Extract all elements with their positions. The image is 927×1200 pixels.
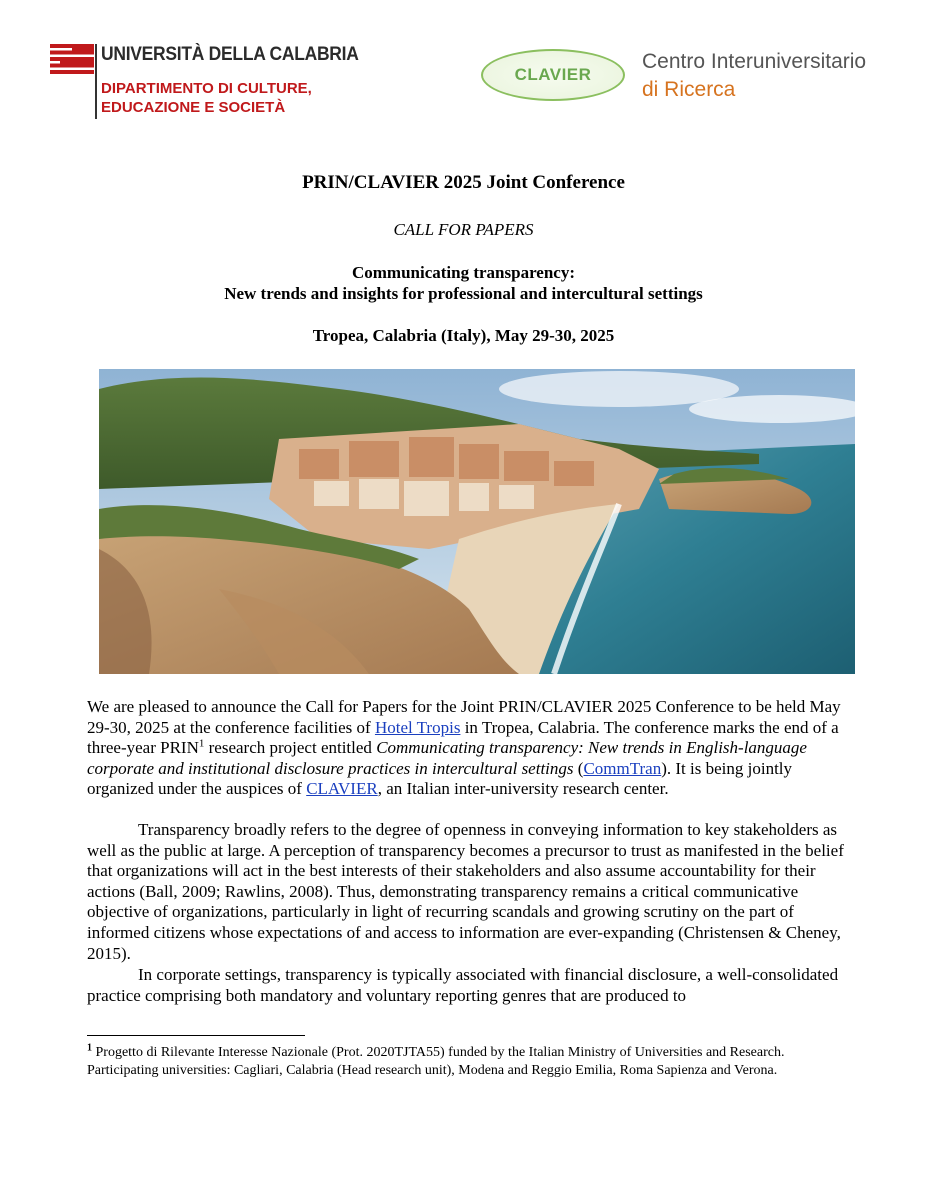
footnote-number: 1 (87, 1042, 92, 1054)
conference-title: PRIN/CLAVIER 2025 Joint Conference (302, 172, 625, 193)
venue-and-date: Tropea, Calabria (Italy), May 29-30, 2025 (312, 326, 615, 345)
footnote (87, 1044, 847, 1079)
intro-text-3: research project entitled (204, 738, 377, 758)
department-name (101, 79, 312, 117)
intro-text-5: ). It is being jointly organized under the auspices of (87, 758, 793, 799)
clavier-logo-text: CLAVIER (514, 65, 592, 84)
intro-text-6: , an Italian inter-university research center. (377, 779, 669, 799)
intro-text-4: ( (573, 758, 584, 778)
department-line-2: EDUCAZIONE E SOCIETÀ (101, 99, 286, 116)
hotel-tropis-link[interactable]: Hotel Tropis (374, 717, 461, 737)
footnote-divider (87, 1035, 305, 1036)
call-for-papers-heading: CALL FOR PAPERS (393, 220, 534, 239)
university-name: UNIVERSITÀ DELLA CALABRIA (101, 44, 359, 65)
department-line-1: DIPARTIMENTO DI CULTURE, (101, 80, 312, 97)
header-divider (95, 44, 97, 119)
clavier-logo (481, 49, 625, 101)
transparency-paragraph: Transparency broadly refers to the degree of openness in conveying information to key stakeholders as well as the public at large. A perception of transparency becomes a precursor to trust as manifested in the belief that organizations will act in the best interests of their stakeholders and also assume accountability for their actions (Ball, 2009; Rawlins, 2008). Thus, demonstrating transparency remains a critical communicative objective of organizations, particularly in light of recurring scandals and growing scrutiny on the part of informed citizens whose expectations of and access to information are ever-expanding (Christensen & Cheney, 2015). (87, 820, 844, 963)
intro-text-1: We are pleased to announce the Call for Papers for the Joint PRIN/CLAVIER 2025 Conference to be held May 29-30, 2025 at the conference facilities of (87, 697, 841, 737)
footnote-marker: 1 (198, 737, 205, 750)
university-logo-icon (50, 44, 98, 74)
project-title: Communicating transparency: New trends in English-language corporate and institutional disclosure practices in intercultural settings (87, 738, 807, 778)
clavier-link[interactable]: CLAVIER (306, 779, 378, 799)
conference-theme-line-1: Communicating transparency: (351, 263, 576, 282)
research-center-subtitle: di Ricerca (642, 78, 736, 101)
commtran-link[interactable]: CommTran (583, 758, 662, 778)
research-center-name: Centro Interuniversitario (642, 50, 867, 73)
conference-theme-line-2: New trends and insights for professional and intercultural settings (224, 284, 703, 303)
footnote-text: Progetto di Rilevante Interesse Nazionale (Prot. 2020TJTA55) funded by the Italian Ministry of Universities and Research. Participating universities: Cagliari, Calabria (Head research unit), Modena and Reggio Emilia, Roma Sapienza and Verona. (87, 1045, 785, 1078)
tropea-coastline-photo (99, 369, 855, 674)
intro-paragraph (87, 697, 847, 800)
corporate-settings-paragraph: In corporate settings, transparency is typically associated with financial disclosure, a well-consolidated practice comprising both mandatory and voluntary reporting genres that are produced to (87, 965, 839, 1005)
intro-text-2: in Tropea, Calabria. The conference marks the end of a three-year PRIN (87, 717, 839, 758)
